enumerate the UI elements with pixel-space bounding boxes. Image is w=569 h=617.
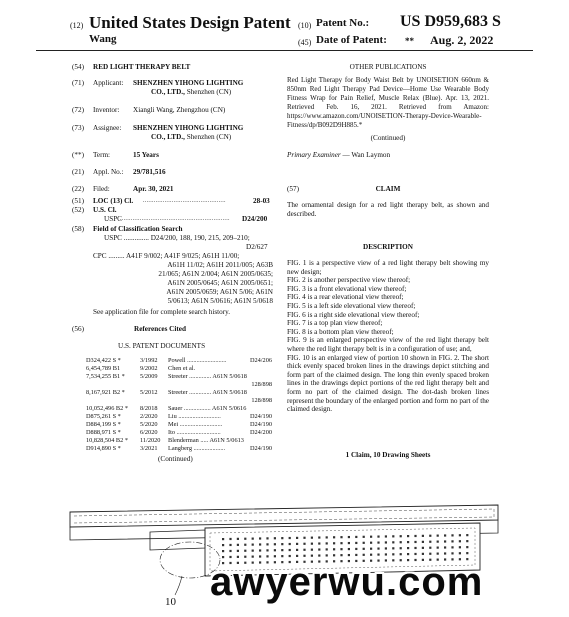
led-dot	[377, 547, 379, 549]
ref-name: Powell .........................	[168, 357, 227, 364]
led-dot	[222, 538, 224, 540]
led-dot	[385, 547, 387, 549]
watermark: awyerwu.com	[210, 560, 484, 604]
date-mark: **	[405, 36, 414, 46]
cpc-line: 5/0613; A61N 5/0616; A61N 5/0618	[167, 297, 273, 305]
led-dot	[281, 537, 283, 539]
led-dot	[407, 541, 409, 543]
applicant-name: SHENZHEN YIHONG LIGHTING	[133, 79, 244, 87]
led-dot	[333, 542, 335, 544]
code-term: (**)	[72, 151, 84, 159]
ref-date: 6/2020	[140, 429, 158, 436]
code-51: (51)	[72, 197, 84, 205]
patent-number: US D959,683 S	[400, 13, 501, 30]
ref-doc-number: 10,052,496 B2 *	[86, 405, 128, 412]
led-dot	[237, 544, 239, 546]
led-dot	[318, 542, 320, 544]
led-dot	[296, 543, 298, 545]
uscl-label: U.S. Cl.	[93, 206, 117, 214]
description-line: FIG. 7 is a top plan view thereof;	[287, 319, 383, 328]
led-dot	[355, 536, 357, 538]
ref-name: Streeter .............. A61N 5/0618	[168, 389, 247, 396]
led-dot	[340, 542, 342, 544]
code-71: (71)	[72, 79, 84, 87]
led-dot	[252, 550, 254, 552]
led-dot	[377, 535, 379, 537]
filed-date: Apr. 30, 2021	[133, 185, 174, 193]
ref-class: D24/190	[249, 413, 272, 420]
led-dot	[326, 536, 328, 538]
led-dot	[422, 547, 424, 549]
led-dot	[274, 555, 276, 557]
led-dot	[355, 542, 357, 544]
led-dot	[237, 550, 239, 552]
led-dot	[281, 555, 283, 557]
led-dot	[385, 535, 387, 537]
led-dot	[370, 542, 372, 544]
led-dot	[259, 543, 261, 545]
claims-summary: 1 Claim, 10 Drawing Sheets	[345, 451, 431, 459]
led-dot	[252, 544, 254, 546]
led-dot	[303, 549, 305, 551]
led-dot	[363, 536, 365, 538]
led-dot	[259, 555, 261, 557]
led-dot	[348, 554, 350, 556]
led-dot	[311, 543, 313, 545]
uspc-label: USPC	[104, 215, 122, 223]
led-dot	[259, 549, 261, 551]
led-dot	[326, 548, 328, 550]
description-line: FIG. 5 is a left side elevational view thereof;	[287, 301, 416, 310]
ref-name: Langberg ....................	[168, 445, 226, 452]
description-line: FIG. 6 is a right side elevational view thereof;	[287, 310, 420, 319]
led-dot	[303, 543, 305, 545]
led-dot	[229, 550, 231, 552]
led-dot	[370, 554, 372, 556]
led-dot	[281, 549, 283, 551]
led-dot	[244, 538, 246, 540]
led-dot	[377, 553, 379, 555]
ref-doc-number: D914,890 S *	[86, 445, 121, 452]
led-dot	[340, 554, 342, 556]
led-dot	[407, 547, 409, 549]
claim-heading: CLAIM	[375, 185, 401, 193]
led-dot	[348, 536, 350, 538]
code-57: (57)	[287, 185, 299, 193]
assignee-name-2: CO., LTD.,	[151, 133, 185, 141]
led-dot	[274, 549, 276, 551]
pubs-continued: (Continued)	[370, 134, 406, 142]
code-56: (56)	[72, 325, 84, 333]
applicant-label: Applicant:	[93, 79, 124, 87]
applicant-name-2: CO., LTD.,	[151, 88, 185, 96]
document-title: United States Design Patent	[89, 13, 291, 32]
examiner-name: — Wan Laymon	[340, 151, 391, 159]
cpc-line: 21/065; A61N 2/004; A61N 2005/0635;	[158, 270, 273, 278]
ref-doc-number: 6,454,789 B1	[86, 365, 121, 372]
led-dot	[422, 553, 424, 555]
led-dot	[400, 547, 402, 549]
ref-date: 5/2009	[140, 373, 158, 380]
led-dot	[392, 535, 394, 537]
led-dot	[400, 535, 402, 537]
led-dot	[252, 556, 254, 558]
led-dot	[429, 547, 431, 549]
led-dot	[459, 552, 461, 554]
led-dot	[451, 534, 453, 536]
led-dot	[229, 556, 231, 558]
refs-continued: (Continued)	[158, 455, 193, 463]
led-dot	[437, 553, 439, 555]
inventor-label: Inventor:	[93, 106, 120, 114]
led-dot	[466, 540, 468, 542]
references-heading: References Cited	[134, 325, 186, 333]
led-dot	[437, 535, 439, 537]
led-dot	[400, 553, 402, 555]
code-21: (21)	[72, 168, 84, 176]
led-dot	[266, 549, 268, 551]
led-dot	[437, 541, 439, 543]
led-dot	[363, 542, 365, 544]
uspc-value: D24/200	[242, 215, 268, 223]
inventor-name: Xiangli Wang, Zhengzhou (CN)	[133, 106, 226, 114]
led-dot	[355, 548, 357, 550]
patent-no-label: Patent No.:	[316, 17, 370, 29]
led-dot	[459, 534, 461, 536]
led-dot	[281, 543, 283, 545]
led-dot	[340, 536, 342, 538]
code-22: (22)	[72, 185, 84, 193]
led-dot	[451, 546, 453, 548]
applicant-location: Shenzhen (CN)	[186, 88, 232, 96]
led-dot	[414, 535, 416, 537]
code-52: (52)	[72, 206, 84, 214]
description-heading: DESCRIPTION	[363, 243, 413, 251]
led-dot	[222, 550, 224, 552]
led-dot	[289, 555, 291, 557]
code-54: (54)	[72, 63, 84, 71]
ref-doc-number: D888,971 S *	[86, 429, 121, 436]
term-label: Term:	[93, 151, 111, 159]
led-dot	[296, 555, 298, 557]
loc-leader: ..............................................	[143, 198, 226, 204]
code-58: (58)	[72, 225, 84, 233]
led-dot	[407, 535, 409, 537]
field-uspc: USPC .............. D24/200, 188, 190, 215, 209–210;	[104, 234, 250, 242]
led-dot	[244, 550, 246, 552]
led-dot	[429, 541, 431, 543]
other-pubs-text: Red Light Therapy for Body Waist Belt by UNOISETION 660nm & 850nm Red Light Therapy Pad Device—Home Use Wearable Body Fitness Wrap for Pain Relief, Muscle Relax (Blue). Apr. 13, 2021. Retrieved Feb. 16, 2021. Retrieved from Amazon: https://www.amazon.com/UNOISETION-Therapy-Device-Wearable-Fitness/dp/B092D9H885.*	[287, 76, 489, 129]
led-dot	[244, 544, 246, 546]
led-dot	[414, 547, 416, 549]
ref-doc-number: D875,261 S *	[86, 413, 121, 420]
ref-date: 5/2012	[140, 389, 158, 396]
ref-doc-number: 8,167,921 B2 *	[86, 389, 125, 396]
led-dot	[407, 553, 409, 555]
led-dot	[444, 552, 446, 554]
assignee-name: SHENZHEN YIHONG LIGHTING	[133, 124, 244, 132]
led-dot	[222, 544, 224, 546]
led-dot	[333, 536, 335, 538]
led-dot	[444, 540, 446, 542]
description-line: FIG. 3 is a front elevational view thereof;	[287, 284, 407, 293]
ref-name: Sauer ................. A61N 5/0616	[168, 405, 247, 412]
led-dot	[363, 548, 365, 550]
led-dot	[340, 548, 342, 550]
ref-name: Mei ...........................	[168, 421, 223, 428]
led-dot	[244, 556, 246, 558]
led-dot	[318, 554, 320, 556]
ref-doc-number: 10,828,504 B2 *	[86, 437, 128, 444]
led-dot	[377, 541, 379, 543]
code-73: (73)	[72, 124, 84, 132]
appl-number: 29/781,516	[133, 168, 166, 176]
led-dot	[289, 543, 291, 545]
code-45: (45)	[298, 38, 312, 47]
ref-date: 2/2020	[140, 413, 158, 420]
ref-name: Blenderman ..... A61N 5/0613	[168, 437, 244, 444]
led-dot	[296, 537, 298, 539]
ref-class: D24/206	[249, 357, 272, 364]
led-dot	[444, 534, 446, 536]
led-dot	[229, 544, 231, 546]
inventor-short: Wang	[89, 33, 117, 45]
led-dot	[296, 549, 298, 551]
led-dot	[259, 537, 261, 539]
assignee-label: Assignee:	[93, 124, 122, 132]
led-dot	[333, 548, 335, 550]
examiner-label: Primary Examiner	[287, 151, 341, 159]
ref-doc-number: D884,199 S *	[86, 421, 121, 428]
ref-date: 9/2002	[140, 365, 158, 372]
patent-date: Aug. 2, 2022	[430, 33, 494, 47]
led-dot	[385, 553, 387, 555]
led-dot	[311, 537, 313, 539]
led-dot	[266, 555, 268, 557]
led-dot	[266, 543, 268, 545]
led-dot	[414, 541, 416, 543]
led-dot	[363, 554, 365, 556]
field-label: Field of Classification Search	[93, 225, 183, 233]
ref-class: D24/200	[249, 429, 272, 436]
led-dot	[237, 538, 239, 540]
led-dot	[385, 541, 387, 543]
see-application: See application file for complete search history.	[93, 308, 231, 316]
led-dot	[303, 555, 305, 557]
led-dot	[311, 555, 313, 557]
led-dot	[318, 548, 320, 550]
led-dot	[348, 542, 350, 544]
ref-doc-number: 7,534,255 B1 *	[86, 373, 125, 380]
led-dot	[459, 546, 461, 548]
code-72: (72)	[72, 106, 84, 114]
code-10: (10)	[298, 21, 312, 30]
led-dot	[400, 541, 402, 543]
led-dot	[444, 546, 446, 548]
term-value: 15 Years	[133, 151, 159, 159]
uspc-leader: .............................................................	[120, 216, 230, 222]
ref-doc-number: D324,422 S *	[86, 357, 121, 364]
description-line: FIG. 9 is an enlarged perspective view of the red light therapy belt where the red light therapy belt is in a configuration of use; and,	[287, 336, 489, 353]
led-dot	[289, 549, 291, 551]
filed-label: Filed:	[93, 185, 110, 193]
led-dot	[237, 556, 239, 558]
led-dot	[289, 537, 291, 539]
led-dot	[274, 543, 276, 545]
ref-date: 8/2018	[140, 405, 158, 412]
ref-date: 11/2020	[140, 437, 161, 444]
led-dot	[266, 537, 268, 539]
led-dot	[370, 548, 372, 550]
appl-label: Appl. No.:	[93, 168, 124, 176]
ref-date: 3/2021	[140, 445, 158, 452]
other-pubs-heading: OTHER PUBLICATIONS	[349, 63, 427, 71]
assignee-location: Shenzhen (CN)	[186, 133, 232, 141]
ref-name: Streeter .............. A61N 5/0618	[168, 373, 247, 380]
ref-name: Ito ............................	[168, 429, 221, 436]
led-dot	[429, 535, 431, 537]
figure-ref-label: 10	[165, 596, 176, 608]
cpc-line: A61N 2005/0659; A61N 5/06; A61N	[166, 288, 273, 296]
led-dot	[303, 537, 305, 539]
led-dot	[422, 535, 424, 537]
led-dot	[229, 538, 231, 540]
led-dot	[451, 552, 453, 554]
led-dot	[326, 542, 328, 544]
led-dot	[437, 547, 439, 549]
led-dot	[429, 553, 431, 555]
led-dot	[274, 537, 276, 539]
ref-name: Chen et al.	[168, 365, 196, 372]
ref-name: Liu ...........................	[168, 413, 221, 420]
us-docs-heading: U.S. PATENT DOCUMENTS	[118, 342, 206, 350]
claim-text: The ornamental design for a red light therapy belt, as shown and described.	[287, 201, 489, 218]
ref-date: 3/1992	[140, 357, 158, 364]
ref-class: D24/190	[249, 445, 272, 452]
led-dot	[222, 556, 224, 558]
ref-date: 5/2020	[140, 421, 158, 428]
led-dot	[392, 553, 394, 555]
led-dot	[326, 554, 328, 556]
led-dot	[318, 536, 320, 538]
led-dot	[392, 541, 394, 543]
date-label: Date of Patent:	[316, 34, 387, 46]
led-dot	[252, 538, 254, 540]
led-dot	[348, 548, 350, 550]
led-dot	[422, 541, 424, 543]
led-dot	[392, 547, 394, 549]
led-dot	[459, 540, 461, 542]
led-dot	[466, 552, 468, 554]
field-uspc-2: D2/627	[246, 243, 268, 251]
loc-value: 28-03	[253, 197, 270, 205]
led-dot	[370, 536, 372, 538]
loc-label: LOC (13) Cl.	[93, 197, 134, 205]
description-line: FIG. 8 is a bottom plan view thereof;	[287, 327, 394, 336]
led-dot	[414, 553, 416, 555]
description-line: FIG. 4 is a rear elevational view thereof;	[287, 293, 404, 302]
description-line: FIG. 1 is a perspective view of a red light therapy belt showing my new design;	[287, 259, 489, 276]
cpc-line: CPC ......... A41F 9/002; A41F 9/025; A61H 11/00;	[93, 252, 240, 260]
led-dot	[355, 554, 357, 556]
cpc-line: A61H 11/02; A61H 2011/005; A63B	[167, 261, 273, 269]
ref-class: D24/190	[249, 421, 272, 428]
description-line: FIG. 2 is another perspective view thereof;	[287, 276, 411, 285]
ref-class: 128/898	[251, 397, 272, 404]
led-dot	[451, 540, 453, 542]
ref-class: 128/898	[251, 381, 272, 388]
led-dot	[466, 546, 468, 548]
led-dot	[466, 534, 468, 536]
description-line: FIG. 10 is an enlarged view of portion 10 shown in FIG. 2. The short thick evenly spaced broken lines in the drawings depict stitching and form part of the claimed design. The long thin evenly spaced broken lines in the drawings depict portions of the red light therapy belt and form no part of the claimed design. The dot-dash broken lines represent the boundary of the enlarged portion and form no part of the claimed design.	[287, 353, 489, 414]
kind-code: (12)	[70, 21, 84, 30]
cpc-line: A61N 2005/0645; A61N 2005/0651;	[167, 279, 273, 287]
design-title: RED LIGHT THERAPY BELT	[93, 63, 191, 71]
led-dot	[333, 554, 335, 556]
led-dot	[311, 549, 313, 551]
